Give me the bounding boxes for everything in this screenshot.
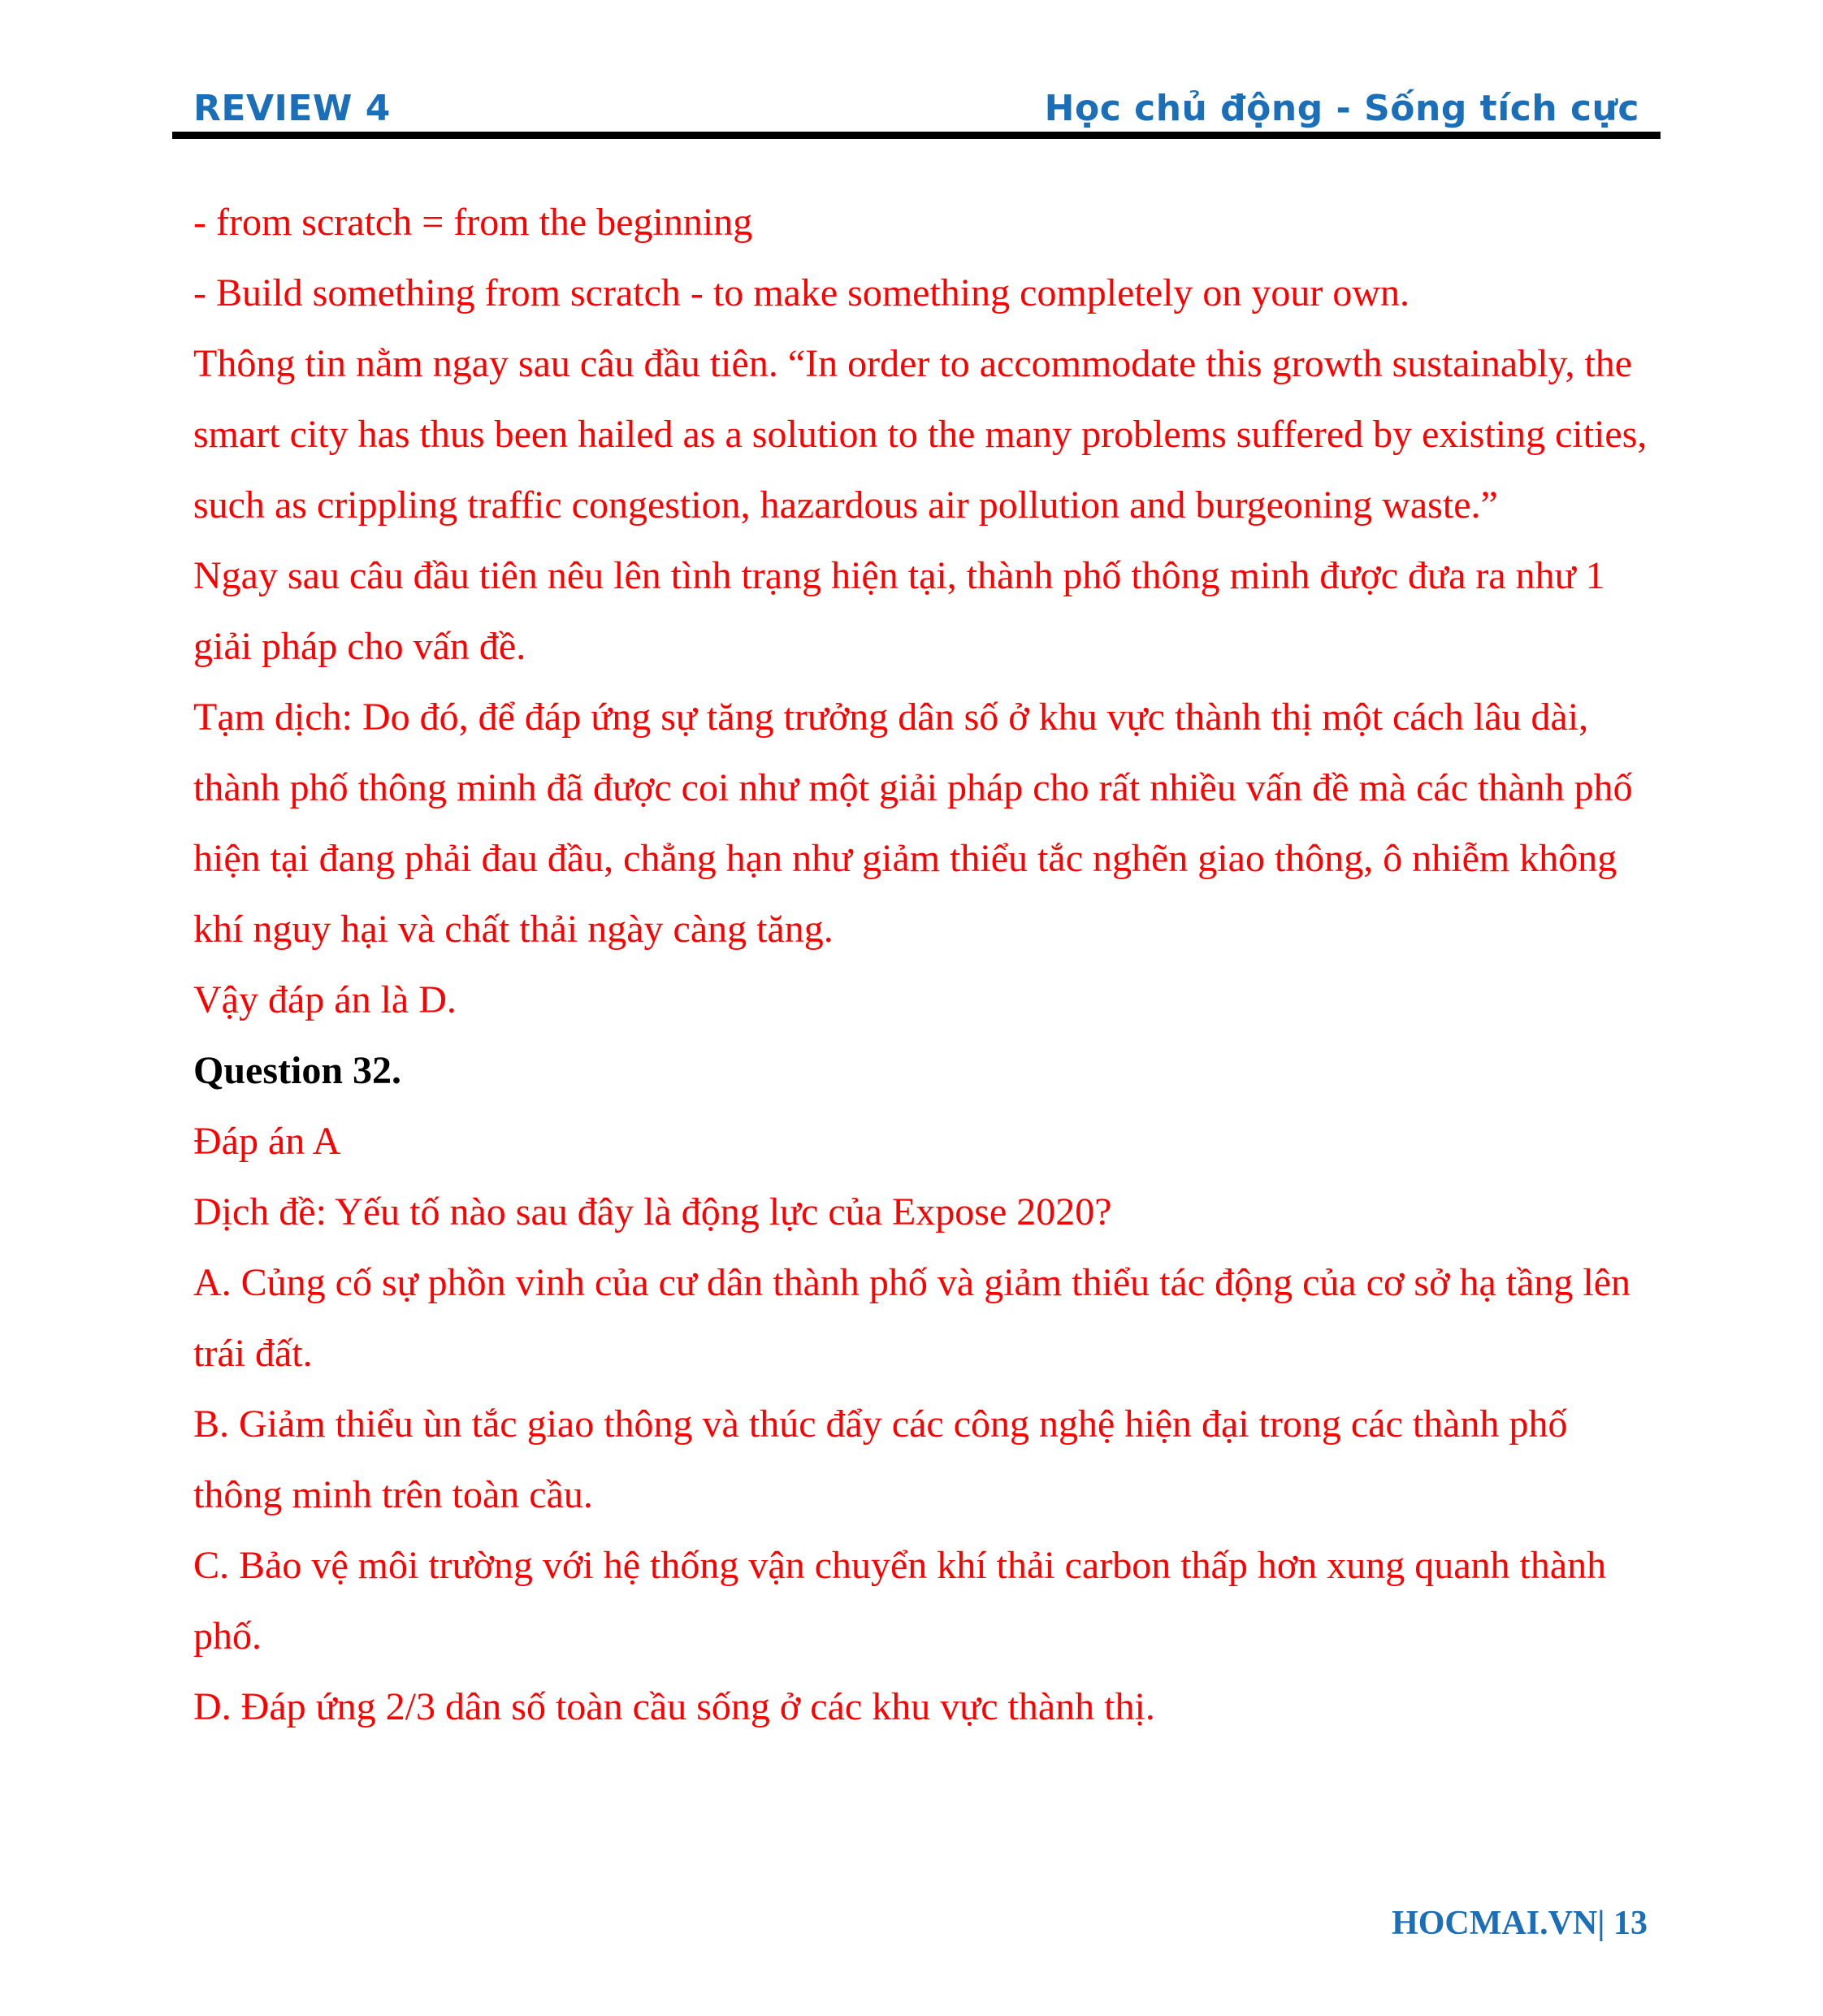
header-review-label: REVIEW 4 bbox=[193, 88, 391, 129]
option-d: D. Đáp ứng 2/3 dân số toàn cầu sống ở các khu vực thành thị. bbox=[193, 1685, 1155, 1728]
explanation-paragraph: Ngay sau câu đầu tiên nêu lên tình trạng hiện tại, thành phố thông minh được đưa ra như 1 giải pháp cho vấn đề. bbox=[193, 554, 1605, 668]
page-footer: HOCMAI.VN| 13 bbox=[1392, 1905, 1648, 1942]
header-slogan: Học chủ động - Sống tích cực bbox=[1044, 88, 1639, 129]
definition-line: - from scratch = from the beginning bbox=[193, 201, 753, 244]
question-heading: Question 32. bbox=[193, 1049, 402, 1092]
question-translation: Dịch đề: Yếu tố nào sau đây là động lực của Expose 2020? bbox=[193, 1190, 1112, 1233]
answer-conclusion: Vậy đáp án là D. bbox=[193, 978, 457, 1021]
explanation-paragraph: Thông tin nằm ngay sau câu đầu tiên. “In order to accommodate this growth sustainably, the smart city has thus been hailed as a solution to the many problems suffered by existing cities, such as crippling traffic congestion, hazardous air pollution and burgeoning waste.” bbox=[193, 342, 1648, 527]
option-b: B. Giảm thiểu ùn tắc giao thông và thúc đẩy các công nghệ hiện đại trong các thành phố thông minh trên toàn cầu. bbox=[193, 1403, 1568, 1516]
definition-line: - Build something from scratch - to make something completely on your own. bbox=[193, 271, 1410, 314]
option-c: C. Bảo vệ môi trường với hệ thống vận chuyển khí thải carbon thấp hơn xung quanh thành phố. bbox=[193, 1544, 1607, 1658]
option-a: A. Củng cố sự phồn vinh của cư dân thành phố và giảm thiểu tác động của cơ sở hạ tầng lên trái đất. bbox=[193, 1261, 1631, 1375]
header-divider bbox=[172, 132, 1661, 139]
page-content bbox=[193, 187, 1656, 1742]
page-header bbox=[172, 81, 1661, 138]
translation-paragraph: Tạm dịch: Do đó, để đáp ứng sự tăng trưởng dân số ở khu vực thành thị một cách lâu dài, thành phố thông minh đã được coi như một giải pháp cho rất nhiều vấn đề mà các thành phố hiện tại đang phải đau đầu, chẳng hạn như giảm thiểu tắc nghẽn giao thông, ô nhiễm không khí nguy hại và chất thải ngày càng tăng. bbox=[193, 696, 1633, 951]
question-answer: Đáp án A bbox=[193, 1120, 341, 1163]
